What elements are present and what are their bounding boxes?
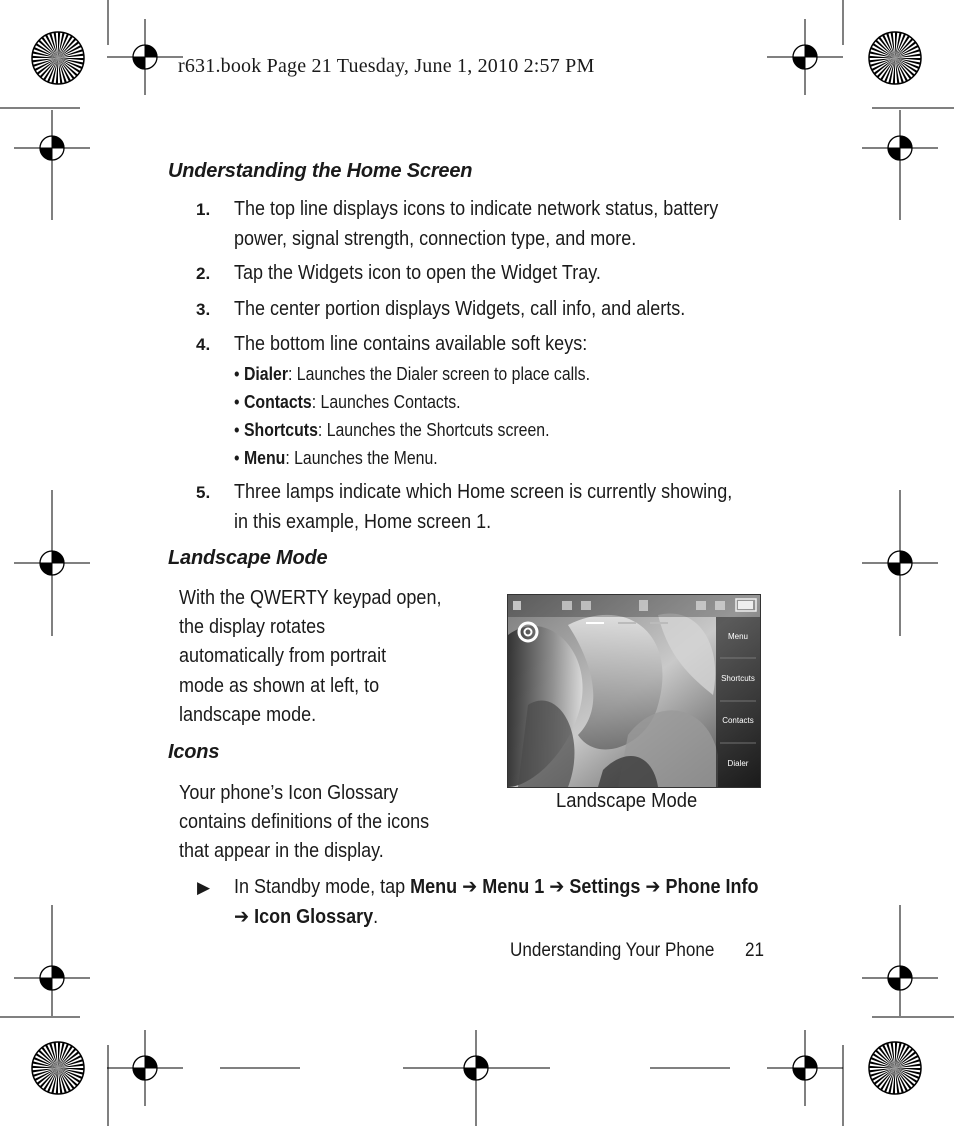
arrow-icon: ➔: [645, 876, 661, 898]
softkey-desc: : Launches the Menu.: [285, 448, 438, 468]
softkey-name: Contacts: [243, 392, 312, 412]
icons-paragraph: [179, 779, 429, 867]
step-text-line: Three lamps indicate which Home screen is currently showing,: [234, 481, 733, 503]
section-title-home-screen: Understanding the Home Screen: [168, 160, 473, 182]
softkey-shortcuts-label: Shortcuts: [721, 674, 755, 683]
softkey-bullet-menu: • Menu: Launches the Menu.: [234, 448, 438, 468]
step-text-line: The bottom line contains available soft keys:: [234, 333, 588, 355]
path-settings: Settings: [569, 876, 641, 898]
path-menu: Menu: [410, 876, 458, 898]
footer-section-name: Understanding Your Phone: [510, 940, 715, 961]
step-text-line: The center portion displays Widgets, call info, and alerts.: [234, 298, 686, 320]
screenshot-caption: Landscape Mode: [556, 790, 698, 812]
arrow-icon: ➔: [234, 905, 250, 928]
softkey-name: Shortcuts: [243, 420, 318, 440]
softkey-desc: : Launches the Shortcuts screen.: [317, 420, 550, 440]
softkey-dialer-label: Dialer: [727, 759, 749, 768]
path-phone-info: Phone Info: [665, 876, 759, 898]
step-text-line: The top line displays icons to indicate network status, battery: [234, 198, 719, 220]
paragraph-line: Your phone’s Icon Glossary: [179, 782, 399, 804]
step-2: [196, 259, 776, 289]
section-title-icons: Icons: [168, 741, 220, 763]
path-icon-glossary: Icon Glossary: [254, 905, 374, 928]
section-title-landscape-mode: Landscape Mode: [168, 547, 328, 569]
paragraph-line: landscape mode.: [179, 703, 317, 726]
step-number: 1.: [196, 200, 211, 219]
step-text-line: Tap the Widgets icon to open the Widget Tray.: [234, 262, 601, 284]
step-number: 4.: [196, 335, 211, 354]
starburst-icon: [32, 32, 84, 84]
instruction-line-2: [234, 903, 792, 933]
crosshair-icon: [767, 1030, 843, 1106]
instruction-prefix: In Standby mode, tap: [234, 876, 411, 898]
paragraph-line: mode as shown at left, to: [179, 674, 380, 697]
paragraph-line: the display rotates: [179, 616, 326, 639]
instruction-end: .: [373, 905, 379, 928]
softkey-bullet-contacts: • Contacts: Launches Contacts.: [234, 392, 461, 412]
path-menu-1: Menu 1: [482, 876, 545, 898]
paragraph-line: contains definitions of the icons: [179, 811, 430, 834]
paragraph-line: automatically from portrait: [179, 645, 387, 668]
icon-glossary-instruction: [196, 873, 776, 932]
crosshair-icon: [767, 19, 843, 95]
step-number: 3.: [196, 300, 211, 319]
softkey-desc: : Launches the Dialer screen to place calls.: [287, 364, 590, 384]
arrow-icon: ➔: [549, 876, 565, 898]
paragraph-line: that appear in the display.: [179, 840, 384, 863]
softkey-name: Dialer: [243, 364, 288, 384]
crosshair-icon: [107, 1030, 183, 1106]
arrow-icon: ➔: [462, 876, 478, 898]
step-3: [196, 295, 776, 325]
play-arrow-icon: ▶: [197, 878, 211, 897]
step-number: 5.: [196, 483, 211, 502]
step-5: [196, 478, 776, 537]
softkey-bullet-dialer: • Dialer: Launches the Dialer screen to place calls.: [234, 364, 590, 384]
step-text-line: in this example, Home screen 1.: [234, 510, 492, 533]
step-number: 2.: [196, 264, 211, 283]
softkey-name: Menu: [243, 448, 286, 468]
softkey-contacts-label: Contacts: [722, 716, 754, 725]
step-1: [196, 195, 776, 254]
starburst-icon: [869, 1042, 921, 1094]
file-info-header: r631.book Page 21 Tuesday, June 1, 2010 2:57 PM: [178, 55, 595, 77]
landscape-paragraph: [179, 584, 441, 730]
starburst-icon: [32, 1042, 84, 1094]
softkey-menu-label: Menu: [727, 632, 748, 641]
softkey-desc: : Launches Contacts.: [311, 392, 461, 412]
landscape-mode-screenshot: [507, 594, 761, 788]
softkey-bullet-shortcuts: • Shortcuts: Launches the Shortcuts screen.: [234, 420, 550, 440]
instruction-line-1: [234, 873, 792, 903]
crosshair-icon: [107, 19, 183, 95]
step-4: [196, 330, 776, 360]
step-text-line: power, signal strength, connection type, and more.: [234, 227, 637, 250]
paragraph-line: With the QWERTY keypad open,: [179, 587, 442, 609]
starburst-icon: [869, 32, 921, 84]
footer-page-number: 21: [745, 940, 765, 961]
